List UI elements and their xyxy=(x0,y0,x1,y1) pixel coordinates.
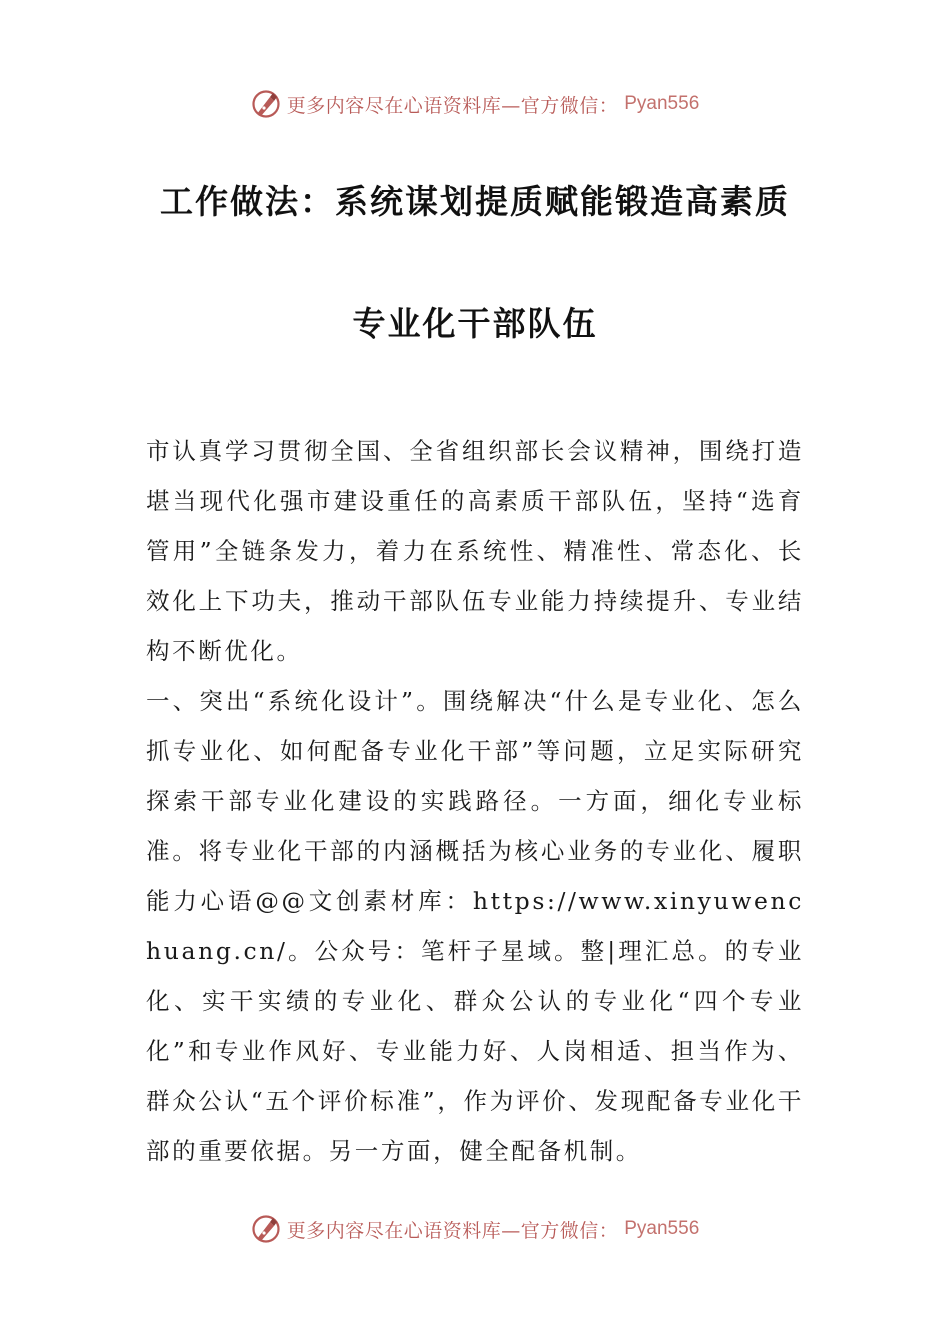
pen-nib-circle-icon xyxy=(251,1214,281,1244)
document-title-line-2: 专业化干部队伍 xyxy=(352,304,598,343)
wechat-id: Pyan556 xyxy=(624,93,700,114)
footer-watermark-banner xyxy=(0,1211,950,1247)
document-body xyxy=(146,426,804,1176)
promo-text: 更多内容尽在心语资料库—官方微信： xyxy=(286,1219,619,1242)
paragraph-section-1: 一、突出“系统化设计”。围绕解决“什么是专业化、怎么抓专业化、如何配备专业化干部”等问题，立足实际研究探索干部专业化建设的实践路径。一方面，细化专业标准。将专业化干部的内涵概括为核心业务的专业化、履职能力心语@@文创素材库：https://www.xinyuwenchuang.cn/。公众号：笔杆子星域。整|理汇总。的专业化、实干实绩的专业化、群众公认的专业化“四个专业化”和专业作风好、专业能力好、人岗相适、担当作为、群众公认“五个评价标准”，作为评价、发现配备专业化干部的重要依据。另一方面，健全配备机制。 xyxy=(146,687,804,1165)
paragraph-intro: 市认真学习贯彻全国、全省组织部长会议精神，围绕打造堪当现代化强市建设重任的高素质干部队伍，坚持“选育管用”全链条发力，着力在系统性、精准性、常态化、长效化上下功夫，推动干部队伍专业能力持续提升、专业结构不断优化。 xyxy=(146,437,804,665)
wechat-id: Pyan556 xyxy=(624,1218,700,1239)
promo-text: 更多内容尽在心语资料库—官方微信： xyxy=(286,94,619,117)
document-title-line-1: 工作做法：系统谋划提质赋能锻造高素质 xyxy=(160,182,790,221)
pen-nib-circle-icon xyxy=(251,89,281,119)
header-watermark-banner xyxy=(0,86,950,122)
